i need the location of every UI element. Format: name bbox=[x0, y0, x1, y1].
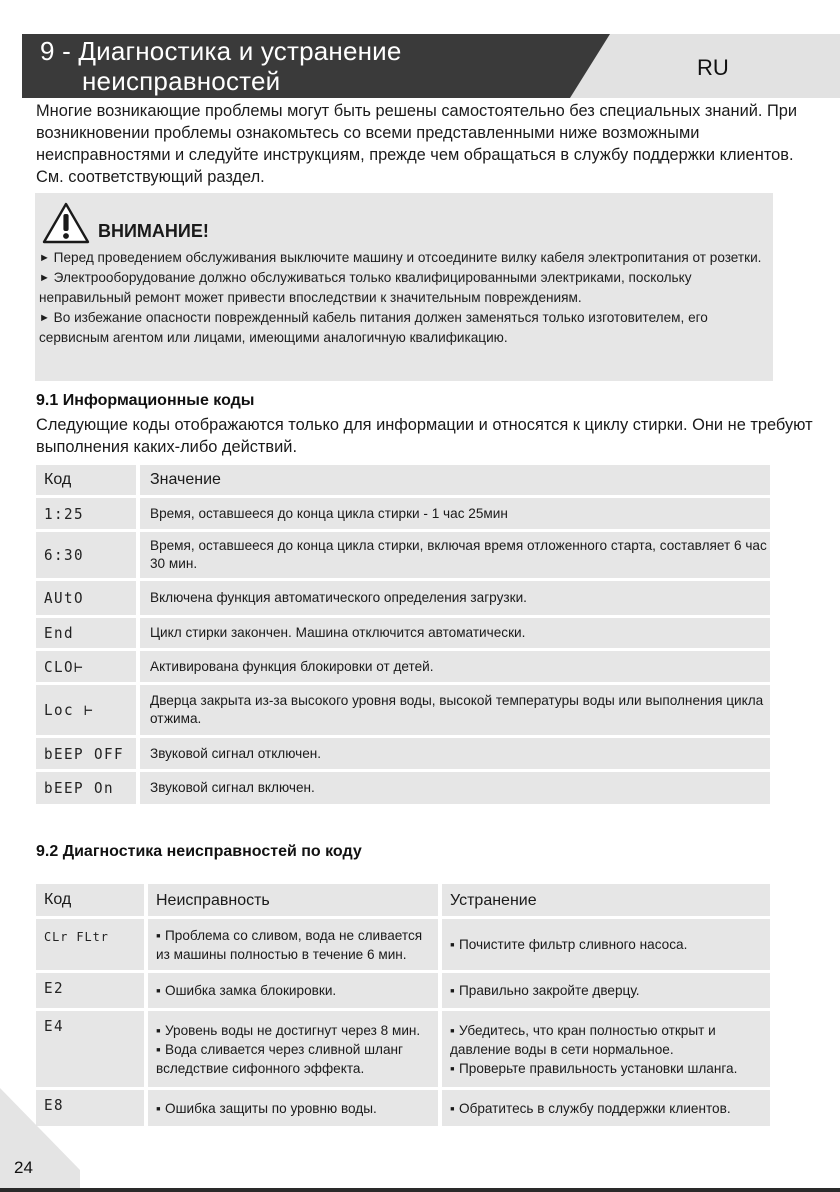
bullet-icon: ▪ bbox=[450, 1100, 455, 1116]
list-item: ▪ Проблема со сливом, вода не сливается из машины полностью в течение 6 мин. bbox=[156, 927, 423, 962]
column-header-meaning: Значение bbox=[140, 465, 770, 495]
table-header bbox=[36, 465, 770, 495]
fix-list bbox=[450, 935, 687, 954]
title-line-1: 9 - Диагностика и устранение bbox=[40, 36, 402, 66]
title-line-2: неисправностей bbox=[82, 66, 281, 96]
display-code: CLr FLtr bbox=[44, 929, 109, 944]
language-label: RU bbox=[697, 55, 729, 80]
table-row bbox=[36, 532, 770, 578]
bullet-icon: ▪ bbox=[450, 937, 455, 952]
warning-icon bbox=[41, 201, 91, 245]
bullet-icon: ▪ bbox=[156, 1041, 161, 1057]
column-header-fix: Устранение bbox=[442, 884, 770, 916]
bullet-icon: ▪ bbox=[156, 1100, 161, 1116]
table-row bbox=[36, 581, 770, 615]
table-row bbox=[36, 772, 770, 804]
list-item: ▪ Проверьте правильность установки шланга. bbox=[450, 1060, 738, 1076]
intro-paragraph: Многие возникающие проблемы могут быть решены самостоятельно без специальных знаний. При возникновении проблемы ознакомьтесь со всеми представленными ниже возможными неисправностями и следуйте инструкциям, прежде чем обращаться в службу поддержки клиентов. См. соответствующий раздел. bbox=[36, 102, 798, 186]
list-item: ▪ Ошибка замка блокировки. bbox=[156, 983, 337, 998]
display-code: 6:30 bbox=[44, 546, 85, 564]
list-item: ▪ Ошибка защиты по уровню воды. bbox=[156, 1100, 377, 1116]
code-meaning: Время, оставшееся до конца цикла стирки, включая время отложенного старта, составляет 6 час 30 мин. bbox=[140, 532, 770, 578]
table-row bbox=[36, 685, 770, 735]
column-header-code: Код bbox=[36, 884, 144, 916]
warning-title: ВНИМАНИЕ! bbox=[98, 221, 209, 241]
bullet-icon: ▪ bbox=[450, 983, 455, 998]
section-description: Следующие коды отображаются только для информации и относятся к циклу стирки. Они не требуют выполнения каких-либо действий. bbox=[36, 416, 813, 456]
display-code: Loc ⊢ bbox=[44, 701, 95, 719]
page-number: 24 bbox=[14, 1158, 33, 1177]
display-code: E8 bbox=[44, 1096, 65, 1114]
fix-list bbox=[450, 1021, 770, 1078]
fault-list bbox=[156, 981, 336, 1000]
warning-box bbox=[35, 193, 773, 381]
code-meaning: Активирована функция блокировки от детей. bbox=[140, 651, 770, 682]
table-row bbox=[36, 618, 770, 648]
display-code: 1:25 bbox=[44, 504, 85, 523]
display-code: AUtO bbox=[44, 589, 85, 607]
display-code: E4 bbox=[44, 1017, 65, 1035]
fault-list bbox=[156, 926, 438, 964]
bullet-icon: ► bbox=[39, 272, 50, 284]
list-item: ▪ Правильно закройте дверцу. bbox=[450, 983, 640, 998]
table-row bbox=[36, 651, 770, 682]
code-meaning: Звуковой сигнал отключен. bbox=[140, 738, 770, 769]
table-header bbox=[36, 884, 770, 916]
section-heading-info-codes: 9.1 Информационные коды bbox=[36, 392, 255, 409]
page-title bbox=[40, 36, 402, 96]
fix-list bbox=[450, 981, 640, 1000]
code-meaning: Дверца закрыта из-за высокого уровня воды, высокой температуры воды или выполнения цикла отжима. bbox=[140, 685, 770, 735]
table-row bbox=[36, 1011, 770, 1087]
fix-list bbox=[450, 1099, 731, 1118]
bullet-icon: ► bbox=[39, 252, 50, 264]
table-row bbox=[36, 738, 770, 769]
column-header-code: Код bbox=[36, 465, 136, 495]
warning-item: ► Электрооборудование должно обслуживаться только квалифицированными электриками, поскольку неправильный ремонт может привести впоследствии к значительным повреждениям. bbox=[39, 270, 692, 305]
code-meaning: Включена функция автоматического определения загрузки. bbox=[140, 581, 770, 615]
display-code: bEEP OFF bbox=[44, 744, 125, 763]
bottom-rule bbox=[0, 1188, 840, 1192]
list-item: ▪ Убедитесь, что кран полностью открыт и давление воды в сети нормальное. bbox=[450, 1022, 716, 1057]
bullet-icon: ▪ bbox=[156, 927, 161, 943]
warning-item: ► Перед проведением обслуживания выключите машину и отсоедините вилку кабеля электропитания от розетки. bbox=[39, 250, 762, 265]
list-item: ▪ Обратитесь в службу поддержки клиентов. bbox=[450, 1100, 731, 1116]
display-code: CLO⊢ bbox=[44, 657, 85, 676]
list-item: ▪ Уровень воды не достигнут через 8 мин. bbox=[156, 1022, 421, 1038]
list-item: ▪ Вода сливается через сливной шланг вследствие сифонного эффекта. bbox=[156, 1041, 403, 1076]
table-row bbox=[36, 973, 770, 1008]
bullet-icon: ▪ bbox=[156, 983, 161, 998]
column-header-fault: Неисправность bbox=[148, 884, 438, 916]
bullet-icon: ▪ bbox=[450, 1060, 455, 1076]
fault-list bbox=[156, 1021, 438, 1078]
code-meaning: Звуковой сигнал включен. bbox=[140, 772, 770, 804]
list-item: ▪ Почистите фильтр сливного насоса. bbox=[450, 937, 688, 952]
code-meaning: Время, оставшееся до конца цикла стирки - 1 час 25мин bbox=[140, 498, 770, 529]
warning-list bbox=[39, 248, 771, 348]
code-meaning: Цикл стирки закончен. Машина отключится автоматически. bbox=[140, 618, 770, 648]
bullet-icon: ▪ bbox=[156, 1022, 161, 1038]
section-heading-fault-codes: 9.2 Диагностика неисправностей по коду bbox=[36, 843, 362, 860]
page-corner-decoration bbox=[0, 1088, 80, 1188]
warning-item: ► Во избежание опасности поврежденный кабель питания должен заменяться только изготовителем, его сервисным агентом или лицами, имеющими аналогичную квалификацию. bbox=[39, 310, 708, 345]
fault-list bbox=[156, 1099, 377, 1118]
bullet-icon: ▪ bbox=[450, 1022, 455, 1038]
bullet-icon: ► bbox=[39, 312, 50, 324]
display-code: bEEP On bbox=[44, 779, 115, 797]
table-row bbox=[36, 1090, 770, 1126]
display-code: End bbox=[44, 624, 75, 642]
table-row bbox=[36, 919, 770, 970]
table-row bbox=[36, 498, 770, 529]
display-code: E2 bbox=[44, 979, 65, 997]
